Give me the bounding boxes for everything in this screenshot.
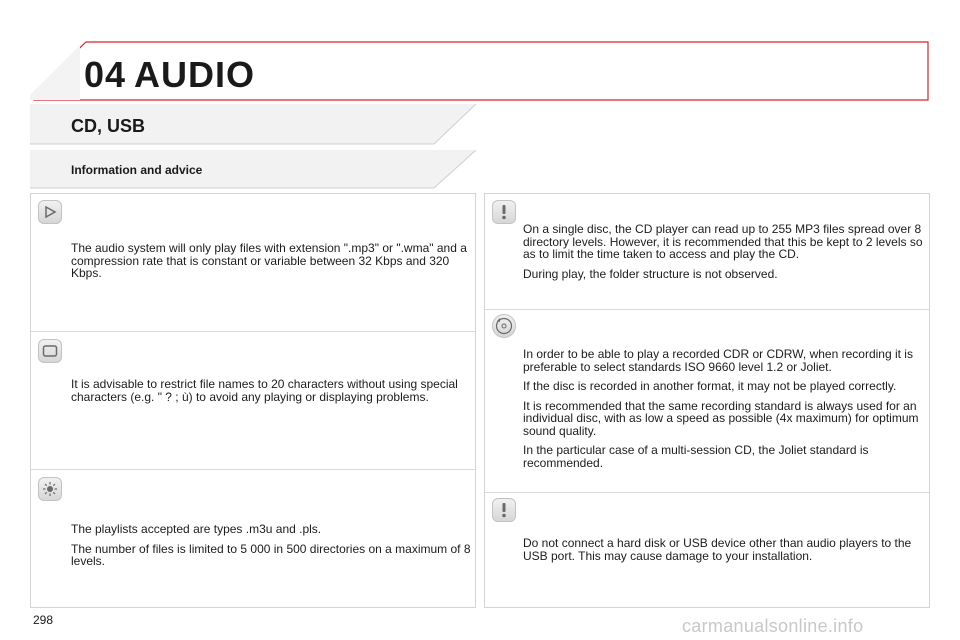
section-subtitle: Information and advice — [71, 163, 203, 177]
page-number: 298 — [33, 613, 54, 627]
paragraph: On a single disc, the CD player can read up to 255 MP3 files spread over 8 directory levels. However, it is recommended that this be kept to 2 levels so as to limit the time taken to access and play the CD. — [523, 222, 923, 261]
screen-icon — [38, 339, 62, 363]
right-panel — [484, 193, 930, 608]
left-box-1-text — [71, 242, 471, 287]
chapter-number: 04 — [84, 54, 127, 95]
right-box-1-text — [523, 223, 927, 287]
sun-icon — [38, 477, 62, 501]
left-box-2-text — [71, 378, 471, 410]
paragraph: The audio system will only play files with extension ".mp3" or ".wma" and a compression rate that is constant or variable between 32 Kbps and 320 Kbps. — [71, 241, 467, 280]
divider — [485, 309, 929, 310]
warning-icon — [492, 200, 516, 224]
paragraph: It is recommended that the same recording standard is always used for an individual disc, with as low a speed as possible (4x maximum) for optimum sound quality. — [523, 398, 919, 438]
chapter-title: AUDIO — [134, 54, 255, 95]
paragraph: In order to be able to play a recorded CDR or CDRW, when recording it is preferable to select standards ISO 9660 level 1.2 or Joliet. — [523, 347, 913, 374]
left-box-3-text — [71, 523, 471, 575]
paragraph: In the particular case of a multi-session CD, the Joliet standard is recommended. — [523, 443, 869, 470]
divider — [31, 331, 475, 332]
paragraph: If the disc is recorded in another format, it may not be played correctly. — [523, 379, 897, 393]
play-icon — [38, 200, 62, 224]
divider — [31, 469, 475, 470]
disc-icon — [492, 314, 516, 338]
paragraph: During play, the folder structure is not observed. — [523, 266, 778, 281]
paragraph: Do not connect a hard disk or USB device other than audio players to the USB port. This may cause damage to your installation. — [523, 536, 912, 563]
paragraph: The playlists accepted are types .m3u and .pls. — [71, 522, 322, 536]
warning-icon — [492, 498, 516, 522]
section-title: CD, USB — [71, 116, 146, 136]
paragraph: The number of files is limited to 5 000 in 500 directories on a maximum of 8 levels. — [71, 541, 471, 568]
left-panel — [30, 193, 476, 608]
watermark: carmanualsonline.info — [682, 616, 864, 636]
divider — [485, 492, 929, 493]
right-box-2-text — [523, 348, 927, 476]
right-box-3-text — [523, 537, 927, 569]
paragraph: It is advisable to restrict file names to 20 characters without using special characters (e.g. " ? ; ù) to avoid any playing or displaying problems. — [71, 377, 458, 404]
